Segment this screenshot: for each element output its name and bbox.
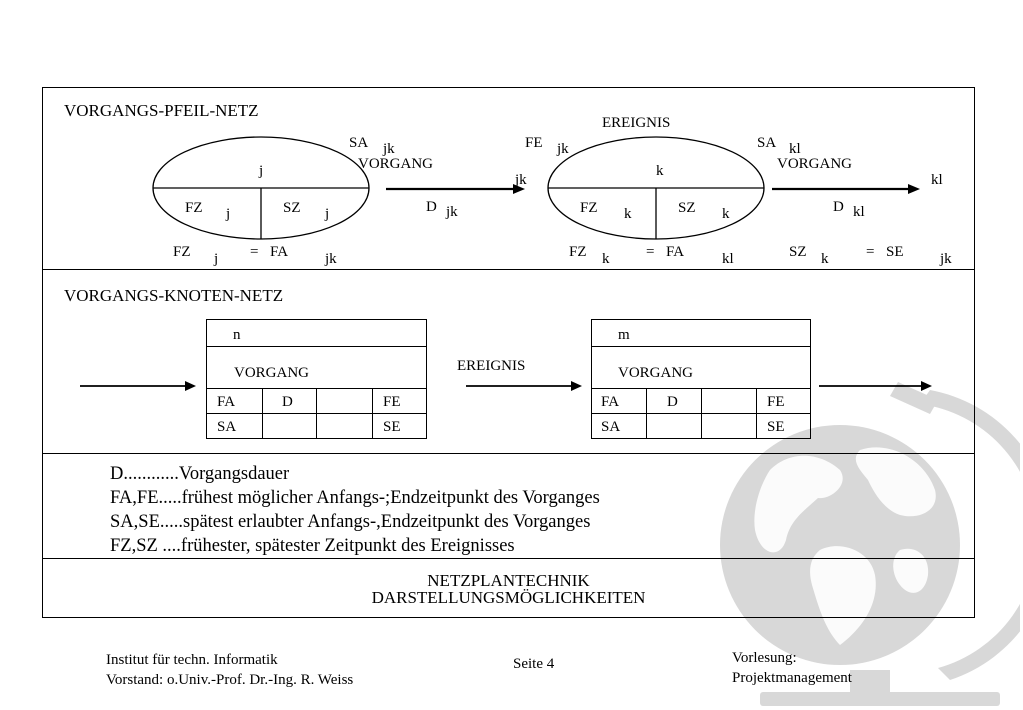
knoten-ereignis-label: EREIGNIS <box>457 358 526 374</box>
ereignis-label: EREIGNIS <box>602 115 671 131</box>
node-m-vorgang: VORGANG <box>618 365 693 381</box>
eq3-b-sub: jk <box>940 251 952 267</box>
arrow-kl-vorgang: VORGANG <box>777 156 852 172</box>
node-j-top: j <box>259 163 264 179</box>
node-k-fz-sub: k <box>624 206 632 222</box>
eq3-a-sub: k <box>821 251 829 267</box>
node-k-sz-sub: k <box>722 206 730 222</box>
node-m-se: SE <box>767 419 785 435</box>
node-n-fe: FE <box>383 394 401 410</box>
eq3-b: SE <box>886 244 904 260</box>
eq3-eq: = <box>866 244 875 260</box>
knoten-netz-title: VORGANGS-KNOTEN-NETZ <box>64 286 284 305</box>
node-m-sa: SA <box>601 419 621 435</box>
footer-lecture <box>732 648 852 688</box>
node-n-vorgang: VORGANG <box>234 365 309 381</box>
page-number: Seite 4 <box>513 656 555 672</box>
legend-item: FA,FE.....frühest möglicher Anfangs-;Endzeitpunkt des Vorganges <box>110 488 600 508</box>
legend-list <box>110 462 600 558</box>
title-block <box>42 572 975 606</box>
node-n-sa: SA <box>217 419 237 435</box>
institute-head: Vorstand: o.Univ.-Prof. Dr.-Ing. R. Weiss <box>106 672 354 688</box>
eq2-b-sub: kl <box>722 251 734 267</box>
arrow-kl-sa: SA <box>757 135 777 151</box>
node-j-sz: SZ <box>283 200 301 216</box>
institute-name: Institut für techn. Informatik <box>106 652 278 668</box>
arrow-jk-sa-sub: jk <box>383 141 395 157</box>
eq3-a: SZ <box>789 244 807 260</box>
node-m-id: m <box>618 327 630 343</box>
node-n-id: n <box>233 327 241 343</box>
arrow-jk-d-sub: jk <box>446 204 458 220</box>
node-n-fa: FA <box>217 394 236 410</box>
arrow-kl-end: kl <box>931 172 943 188</box>
node-m-fa: FA <box>601 394 620 410</box>
arrow-jk-fe: FE <box>525 135 543 151</box>
title-line-2: DARSTELLUNGSMÖGLICHKEITEN <box>371 588 646 607</box>
node-k-sz: SZ <box>678 200 696 216</box>
arrow-jk-end: jk <box>515 172 527 188</box>
node-n-se: SE <box>383 419 401 435</box>
title-line-1: NETZPLANTECHNIK <box>427 571 590 590</box>
legend-item: D............Vorgangsdauer <box>110 464 290 484</box>
pfeil-netz-title: VORGANGS-PFEIL-NETZ <box>64 101 259 120</box>
legend-item: FZ,SZ ....frühester, spätester Zeitpunkt des Ereignisses <box>110 536 515 556</box>
arrow-kl-d-sub: kl <box>853 204 865 220</box>
node-k-fz: FZ <box>580 200 598 216</box>
legend-item: SA,SE.....spätest erlaubter Anfangs-,Endzeitpunkt des Vorganges <box>110 512 591 532</box>
node-n-d: D <box>282 394 293 410</box>
node-j-fz: FZ <box>185 200 203 216</box>
arrow-kl-d: D <box>833 199 844 215</box>
arrow-jk-fe-sub: jk <box>557 141 569 157</box>
node-m-fe: FE <box>767 394 785 410</box>
node-k-top: k <box>656 163 664 179</box>
arrow-kl-sa-sub: kl <box>789 141 801 157</box>
eq2-a: FZ <box>569 244 587 260</box>
eq2-b: FA <box>666 244 685 260</box>
node-j-fz-sub: j <box>226 206 231 222</box>
eq2-a-sub: k <box>602 251 610 267</box>
eq1-eq: = <box>250 244 259 260</box>
arrow-jk-d: D <box>426 199 437 215</box>
eq1-b-sub: jk <box>325 251 337 267</box>
arrow-jk-sa: SA <box>349 135 369 151</box>
arrow-jk-vorgang: VORGANG <box>358 156 433 172</box>
lecture-name: Projektmanagement <box>732 670 852 686</box>
node-m-d: D <box>667 394 678 410</box>
lecture-label: Vorlesung: <box>732 650 797 666</box>
eq2-eq: = <box>646 244 655 260</box>
footer-institute <box>106 650 353 690</box>
node-j-sz-sub: j <box>325 206 330 222</box>
eq1-a: FZ <box>173 244 191 260</box>
eq1-b: FA <box>270 244 289 260</box>
eq1-a-sub: j <box>214 251 219 267</box>
